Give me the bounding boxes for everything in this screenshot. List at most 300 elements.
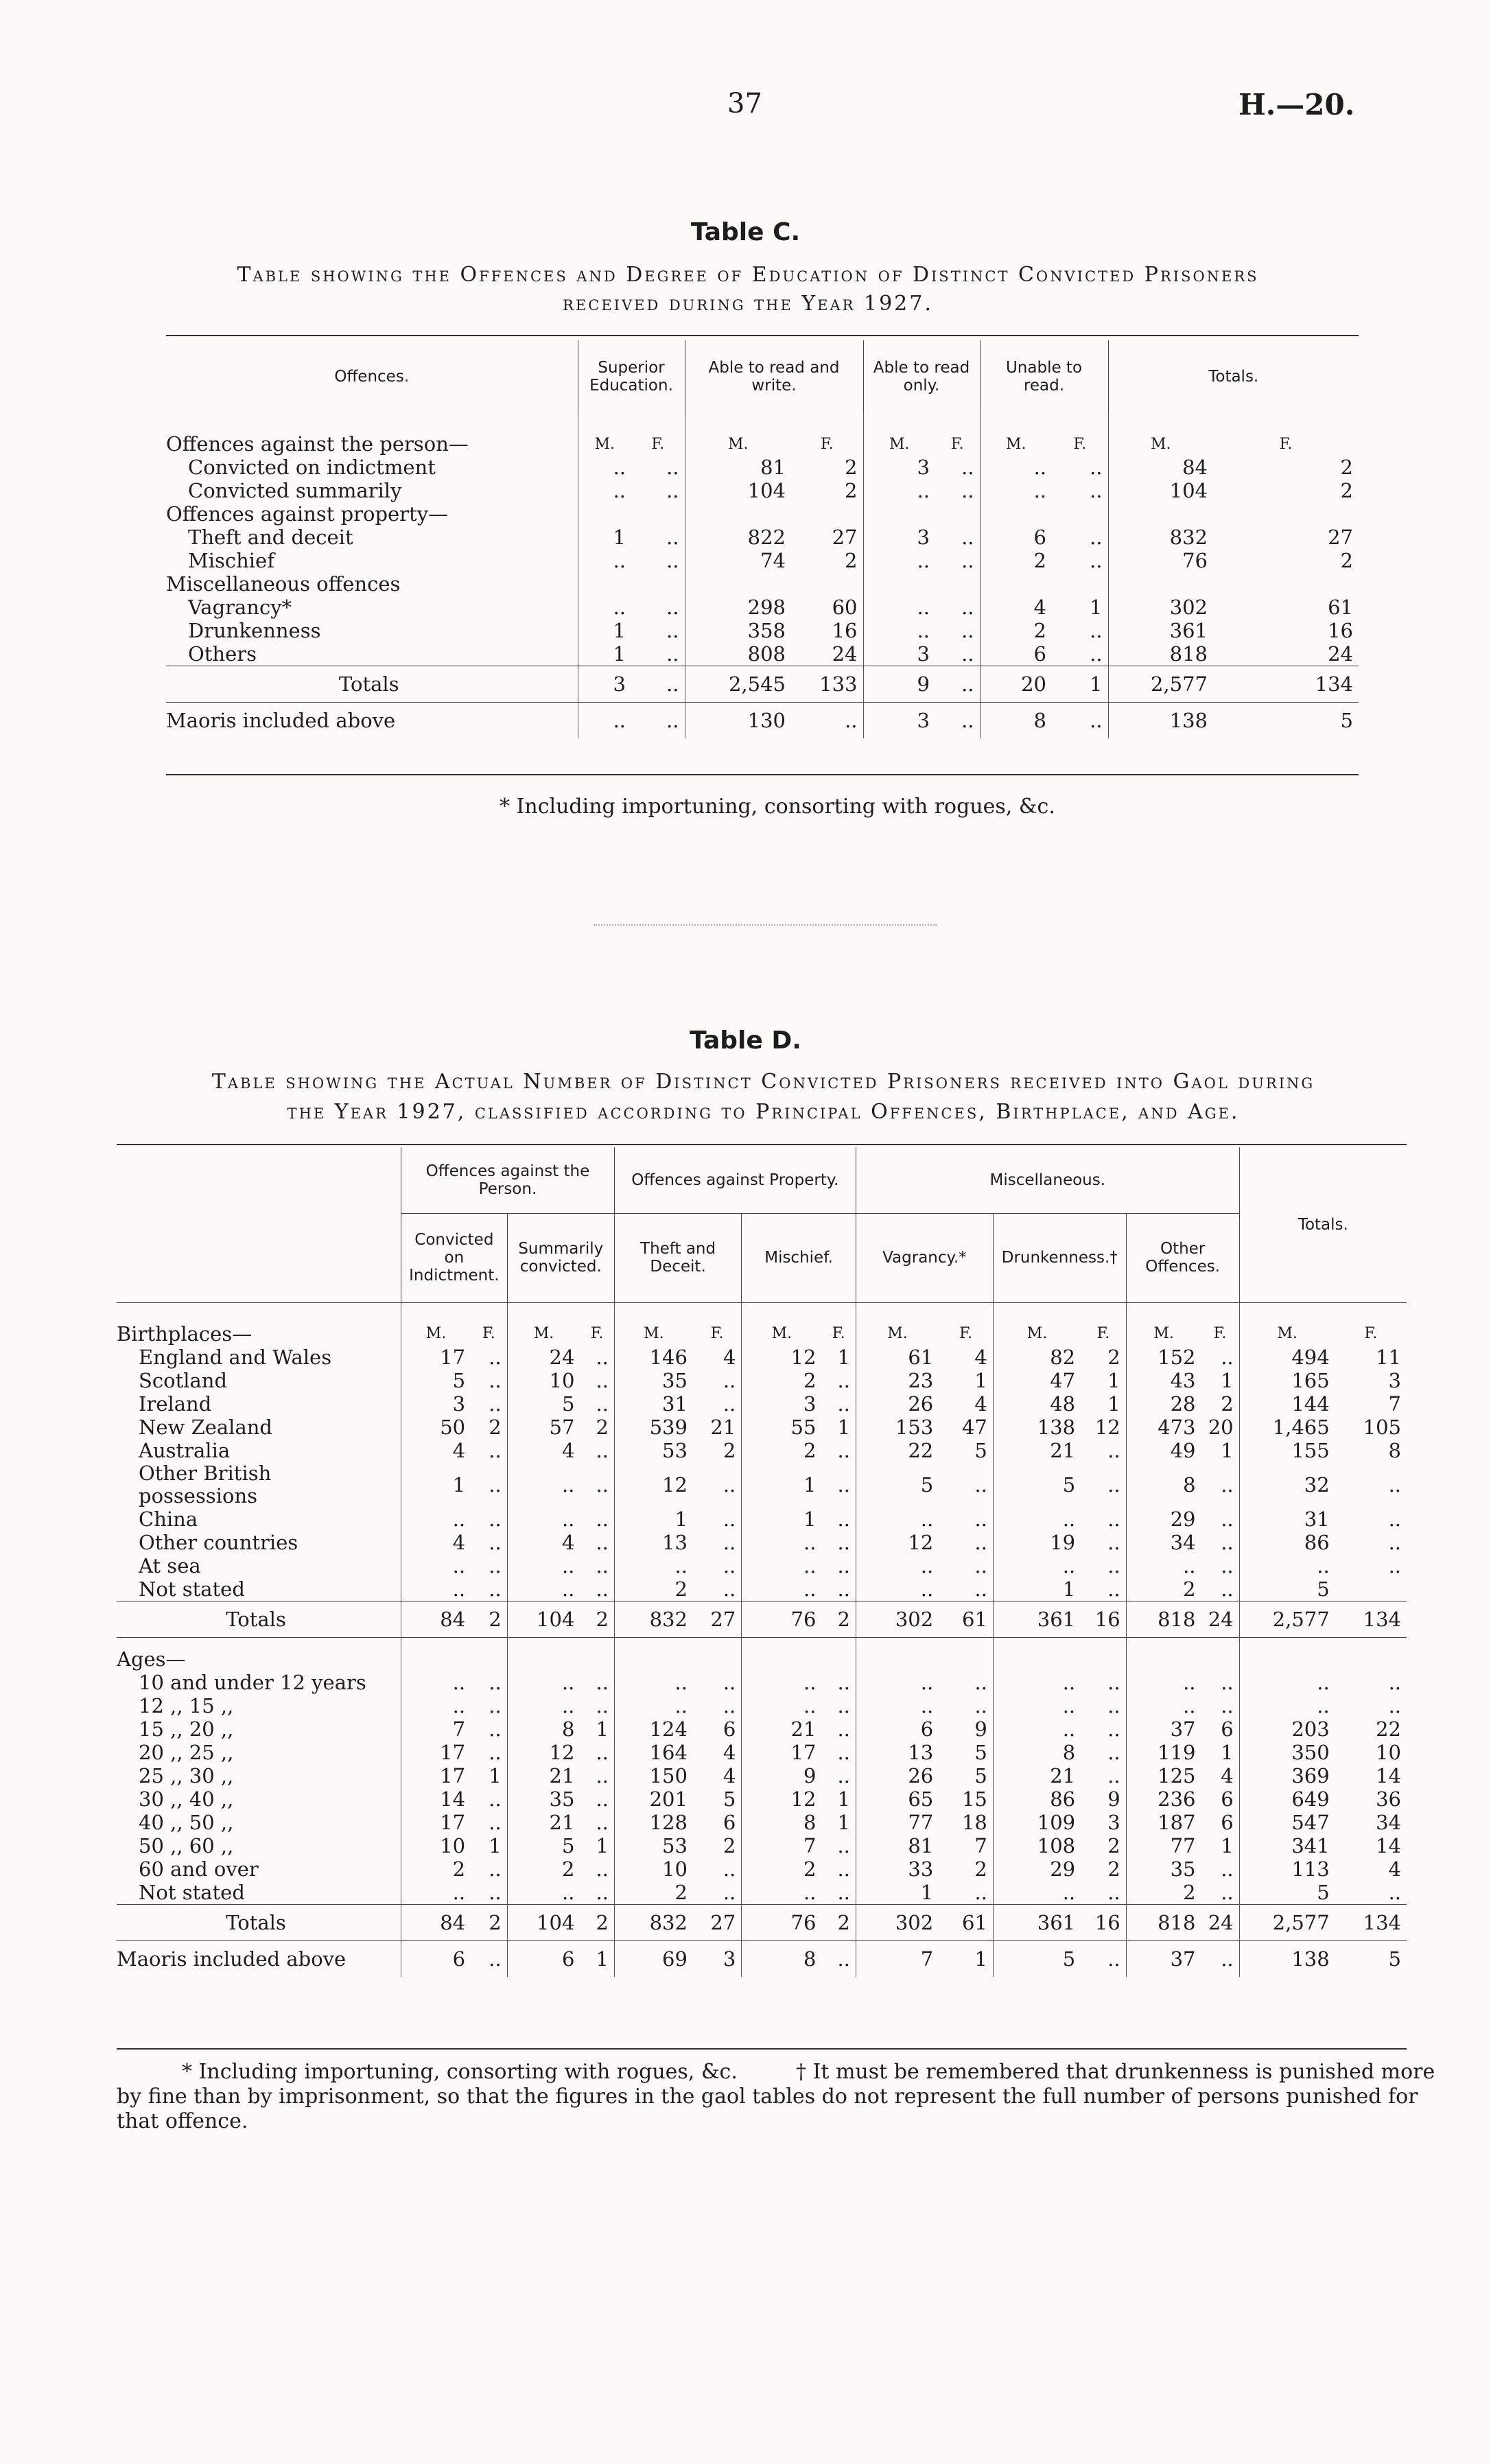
cell-value: 822 [685,526,791,549]
cell-value: 2 [821,1904,856,1940]
cell-value: 6 [1221,1810,1234,1834]
cell-value: 165 [1239,1369,1335,1392]
cell-value: .. [1107,1438,1120,1462]
cell-value: .. [723,1507,736,1531]
cell-value: 1 [1221,1438,1234,1462]
cell-value: .. [1221,1693,1234,1717]
female-label: F. [832,1325,845,1342]
cell-value: 17 [401,1741,471,1764]
cell-value: .. [863,479,935,502]
cell-value: .. [1107,1717,1120,1741]
cell-value: .. [1388,1530,1401,1554]
cell-value: 2 [742,1369,822,1392]
cell-value: 84 [401,1904,471,1940]
table-row [117,1857,1407,1881]
cell-value: 2 [1340,456,1353,479]
cell-value: 5 [401,1369,471,1392]
cell-value: 302 [1108,596,1213,619]
cell-value: 47 [993,1369,1081,1392]
cell-value: 5 [507,1392,580,1416]
cell-value: 27 [693,1904,742,1940]
table-c-title: Table C. [690,218,801,246]
cell-value: 21 [742,1717,822,1741]
header-totals: Totals. [1108,340,1359,413]
cell-value: .. [401,1671,471,1694]
cell-value: 104 [507,1904,580,1940]
row-label: Convicted summarily [188,479,402,502]
cell-value: 494 [1239,1346,1335,1369]
cell-value: 77 [1126,1834,1201,1857]
cell-value: .. [1107,1670,1120,1694]
cell-value: .. [742,1881,822,1905]
row-label: 10 and under 12 years [139,1670,366,1694]
female-label: F. [651,435,665,453]
cell-value: 1,465 [1239,1416,1335,1439]
row-label: 30 ,, 40 ,, [139,1787,234,1811]
cell-value: 1 [401,1462,471,1507]
cell-value: .. [614,1554,693,1577]
row-label: Totals [117,1601,401,1637]
cell-value [863,502,935,526]
row-label: Scotland [139,1368,228,1392]
cell-value: 57 [507,1416,580,1439]
cell-value: .. [837,1577,850,1601]
cell-value: 1 [1221,1740,1234,1764]
female-label: F. [959,1325,972,1342]
cell-value: 6 [507,1940,580,1977]
cell-value: .. [837,1717,850,1741]
maoris-row [117,1940,1407,1977]
header-offences-person: Offences against the Person. [401,1147,615,1213]
cell-value [791,502,863,526]
cell-value: .. [596,1472,609,1497]
empty-cell [742,1647,822,1671]
cell-value: 4 [723,1345,736,1369]
cell-value: 2 [401,1857,471,1881]
cell-value: .. [723,1577,736,1601]
cell-value: 81 [685,456,791,479]
cell-value: 16 [1081,1904,1126,1940]
cell-value: .. [1388,1880,1401,1904]
cell-value: .. [837,1763,850,1787]
cell-value: 1 [1107,1368,1120,1392]
table-d-footnote-3: by fine than by imprisonment, so that the figures in the gaol tables do not represent the full number of persons punished for [117,2085,1418,2109]
cell-value: .. [856,1507,939,1531]
cell-value: .. [742,1531,822,1554]
cell-value: .. [401,1881,471,1905]
cell-value: 17 [742,1741,822,1764]
cell-value: 350 [1239,1741,1335,1764]
table-row [117,1439,1407,1462]
cell-value: .. [1090,549,1103,572]
cell-value: 832 [1108,526,1213,549]
cell-value: .. [507,1554,580,1577]
ages-label-row [117,1647,1407,1671]
empty-cell [821,1647,856,1671]
empty-cell [401,1647,471,1671]
male-label: M. [1126,1322,1201,1346]
cell-value: .. [993,1694,1081,1717]
table-row [166,502,1359,526]
cell-value: .. [489,1787,502,1811]
cell-value: 17 [401,1346,471,1369]
cell-value: 35 [614,1369,693,1392]
cell-value: 61 [1328,596,1353,619]
row-label: Not stated [139,1577,245,1601]
header-summarily-convicted: Summarily convicted. [507,1213,614,1302]
cell-value: 4 [974,1345,987,1369]
cell-value: .. [401,1507,471,1531]
cell-value: .. [974,1507,987,1531]
cell-value: 12 [856,1531,939,1554]
cell-value: 8 [1126,1462,1201,1507]
cell-value: 1 [1107,1392,1120,1416]
cell-value: 818 [1108,642,1213,666]
female-label: F. [710,1325,724,1342]
cell-value: .. [507,1694,580,1717]
row-label: 20 ,, 25 ,, [139,1740,234,1764]
cell-value: .. [742,1577,822,1601]
cell-value: .. [1090,456,1103,479]
cell-value: .. [1221,1345,1234,1369]
cell-value: 302 [856,1904,939,1940]
cell-value: .. [961,526,974,549]
cell-value: .. [1107,1507,1120,1531]
cell-value: 12 [1094,1415,1120,1439]
cell-value: 1 [614,1507,693,1531]
cell-value: .. [1090,642,1103,666]
cell-value: .. [723,1670,736,1694]
cell-value: .. [507,1881,580,1905]
cell-value: .. [961,456,974,479]
empty-cell [614,1647,693,1671]
cell-value [1052,572,1108,596]
cell-value: 24 [1201,1904,1240,1940]
male-label: M. [742,1322,822,1346]
cell-value: 4 [723,1740,736,1764]
header-superior-education: Superior Education. [578,340,685,413]
cell-value: 6 [1221,1787,1234,1811]
cell-value: 24 [1201,1601,1240,1637]
cell-value: 5 [723,1787,736,1811]
cell-value: 2 [614,1577,693,1601]
cell-value: .. [723,1693,736,1717]
cell-value: 1 [489,1763,502,1787]
cell-value: 1 [974,1368,987,1392]
cell-value: 2 [1126,1881,1201,1905]
cell-value: 2 [845,549,858,572]
cell-value: 6 [723,1717,736,1741]
cell-value: 1 [596,1947,609,1971]
cell-value: .. [837,1947,850,1971]
cell-value: 15 [961,1787,987,1811]
male-label: M. [980,432,1052,456]
cell-value: 124 [614,1717,693,1741]
table-row [166,456,1359,479]
cell-value: .. [1107,1763,1120,1787]
cell-value: 5 [1239,1577,1335,1601]
row-label: At sea [139,1553,201,1577]
cell-value: 60 [832,596,858,619]
cell-value: 82 [993,1346,1081,1369]
table-row [117,1346,1407,1369]
cell-value: 65 [856,1787,939,1811]
cell-value: .. [837,1553,850,1577]
cell-value: 1 [489,1833,502,1857]
cell-value: 1 [837,1345,850,1369]
cell-value [863,572,935,596]
table-row [166,432,1359,456]
cell-value: 21 [507,1811,580,1834]
cell-value: .. [1107,1472,1120,1497]
cell-value: 35 [1126,1857,1201,1881]
cell-value [1213,502,1359,526]
row-label: Convicted on indictment [188,456,436,479]
cell-value: .. [489,1345,502,1369]
spacer-row [117,1637,1407,1647]
cell-value: .. [993,1507,1081,1531]
cell-value [578,502,631,526]
cell-value: .. [596,1740,609,1764]
cell-value [1108,572,1213,596]
cell-value: .. [856,1694,939,1717]
cell-value: 547 [1239,1811,1335,1834]
female-label: F. [820,435,834,453]
empty-cell [1239,1647,1335,1671]
cell-value: .. [723,1880,736,1904]
cell-value: .. [1090,709,1103,732]
cell-value: 473 [1126,1416,1201,1439]
cell-value: 105 [1363,1415,1401,1439]
cell-value: 539 [614,1416,693,1439]
cell-value: .. [596,1810,609,1834]
cell-value: .. [489,1553,502,1577]
cell-value: 3 [723,1947,736,1971]
header-unable-to-read: Unable to read. [980,340,1108,413]
cell-value: 3 [742,1392,822,1416]
cell-value: 2 [580,1904,614,1940]
cell-value: 9 [863,666,935,703]
table-row [117,1507,1407,1531]
cell-value: 5 [993,1940,1081,1977]
cell-value: 9 [742,1764,822,1787]
cell-value: 4 [974,1392,987,1416]
cell-value: 2 [1126,1577,1201,1601]
cell-value: 3 [1388,1368,1401,1392]
cell-value: 8 [742,1811,822,1834]
cell-value: 10 [401,1834,471,1857]
cell-value: .. [489,1577,502,1601]
table-d-caption-line2: the Year 1927, classified according to Principal Offences, Birthplace, and Age. [287,1100,1240,1124]
male-label: M. [614,1322,693,1346]
cell-value: 12 [742,1787,822,1811]
cell-value: 31 [614,1392,693,1416]
row-label: 50 ,, 60 ,, [139,1833,234,1857]
cell-value: 13 [614,1531,693,1554]
empty-cell [939,1647,993,1671]
cell-value: .. [837,1880,850,1904]
male-label: M. [1239,1322,1335,1346]
cell-value: 24 [1328,642,1353,666]
row-label: Ireland [139,1392,212,1416]
cell-value: 28 [1126,1392,1201,1416]
cell-value: .. [614,1694,693,1717]
cell-value: .. [596,1577,609,1601]
cell-value: 26 [856,1392,939,1416]
cell-value [631,572,685,596]
cell-value: 302 [856,1601,939,1637]
male-label: M. [1108,432,1213,456]
cell-value: 14 [1376,1763,1401,1787]
maoris-row [166,703,1359,739]
cell-value: 1 [742,1507,822,1531]
cell-value: .. [974,1553,987,1577]
cell-value: 138 [993,1416,1081,1439]
cell-value: 2,545 [685,666,791,703]
table-row [117,1671,1407,1694]
cell-value: 18 [961,1810,987,1834]
cell-value: .. [578,479,631,502]
cell-value: 55 [742,1416,822,1439]
row-label: Mischief [188,549,274,572]
birthplaces-totals-row [117,1601,1407,1637]
cell-value: 361 [1108,619,1213,642]
cell-value: .. [489,1368,502,1392]
row-label: 15 ,, 20 ,, [139,1717,234,1741]
cell-value: 6 [980,526,1052,549]
cell-value: 8 [1388,1438,1401,1462]
cell-value: 77 [856,1811,939,1834]
cell-value: .. [961,596,974,619]
cell-value: 6 [856,1717,939,1741]
row-label: Maoris included above [117,1947,347,1971]
table-row [117,1717,1407,1741]
cell-value: 1 [596,1833,609,1857]
cell-value: 3 [401,1392,471,1416]
cell-value: 2 [471,1601,507,1637]
cell-value: 24 [507,1346,580,1369]
cell-value: 109 [993,1811,1081,1834]
cell-value: .. [1126,1554,1201,1577]
cell-value: .. [723,1857,736,1881]
cell-value: 2 [1221,1392,1234,1416]
empty-cell [856,1647,939,1671]
cell-value: .. [974,1670,987,1694]
table-d-caption-line1: Table showing the Actual Number of Distinct Convicted Prisoners received into Gaol during [211,1070,1315,1094]
cell-value: .. [856,1554,939,1577]
cell-value: 2 [1340,549,1353,572]
empty-cell [1335,1647,1407,1671]
cell-value: 3 [863,526,935,549]
cell-value: 5 [1239,1881,1335,1905]
cell-value: .. [723,1530,736,1554]
cell-value: 4 [401,1531,471,1554]
cell-value: 5 [856,1462,939,1507]
cell-value: 4 [401,1439,471,1462]
cell-value: 5 [507,1834,580,1857]
cell-value: .. [401,1694,471,1717]
cell-value: .. [1107,1693,1120,1717]
cell-value: 155 [1239,1439,1335,1462]
cell-value: 134 [1335,1904,1407,1940]
cell-value: 138 [1239,1940,1335,1977]
section-separator [594,924,937,926]
cell-value: .. [489,1438,502,1462]
totals-row [166,666,1359,703]
female-label: F. [1213,1325,1227,1342]
cell-value: .. [666,479,679,502]
cell-value: .. [1090,479,1103,502]
cell-value: .. [1107,1740,1120,1764]
cell-value: 2 [1107,1857,1120,1881]
page-number: 37 [727,88,762,119]
cell-value: 86 [993,1787,1081,1811]
cell-value: .. [856,1671,939,1694]
cell-value: 32 [1239,1462,1335,1507]
cell-value: 2 [580,1601,614,1637]
cell-value: .. [596,1553,609,1577]
header-read-only: Able to read only. [863,340,980,413]
cell-value: .. [489,1857,502,1881]
header-mischief: Mischief. [742,1213,856,1302]
cell-value: 3 [1107,1810,1120,1834]
cell-value: 2 [742,1439,822,1462]
empty-cell [693,1647,742,1671]
cell-value: .. [837,1740,850,1764]
cell-value: .. [578,456,631,479]
row-label: England and Wales [139,1345,332,1369]
cell-value: 61 [939,1904,993,1940]
row-label: Offences against the person— [166,432,469,456]
cell-value: .. [507,1462,580,1507]
table-row [117,1787,1407,1811]
cell-value: .. [596,1670,609,1694]
table-c-top-rule [166,335,1359,336]
cell-value [935,502,980,526]
row-label: Drunkenness [188,619,321,642]
cell-value: 818 [1126,1904,1201,1940]
cell-value: 1 [1221,1368,1234,1392]
row-label: Ages— [117,1647,186,1671]
row-label: Totals [166,666,578,703]
female-label: F. [950,435,964,453]
cell-value: 187 [1126,1811,1201,1834]
cell-value: .. [837,1438,850,1462]
cell-value: .. [1388,1507,1401,1531]
cell-value: .. [863,596,935,619]
header-offences: Offences. [334,368,410,386]
empty-cell [507,1647,580,1671]
cell-value: .. [837,1392,850,1416]
cell-value: .. [1221,1530,1234,1554]
male-label: M. [685,432,791,456]
cell-value: .. [961,479,974,502]
cell-value: 8 [980,703,1052,739]
cell-value: 361 [993,1601,1081,1637]
cell-value: .. [993,1554,1081,1577]
row-label: Others [188,642,257,666]
cell-value: 13 [856,1741,939,1764]
cell-value: .. [596,1880,609,1904]
table-row [166,479,1359,502]
cell-value: .. [596,1763,609,1787]
cell-value: 2 [742,1857,822,1881]
cell-value: 832 [614,1601,693,1637]
cell-value: 49 [1126,1439,1201,1462]
cell-value: 2 [980,549,1052,572]
cell-value: 86 [1239,1531,1335,1554]
cell-value: 1 [742,1462,822,1507]
